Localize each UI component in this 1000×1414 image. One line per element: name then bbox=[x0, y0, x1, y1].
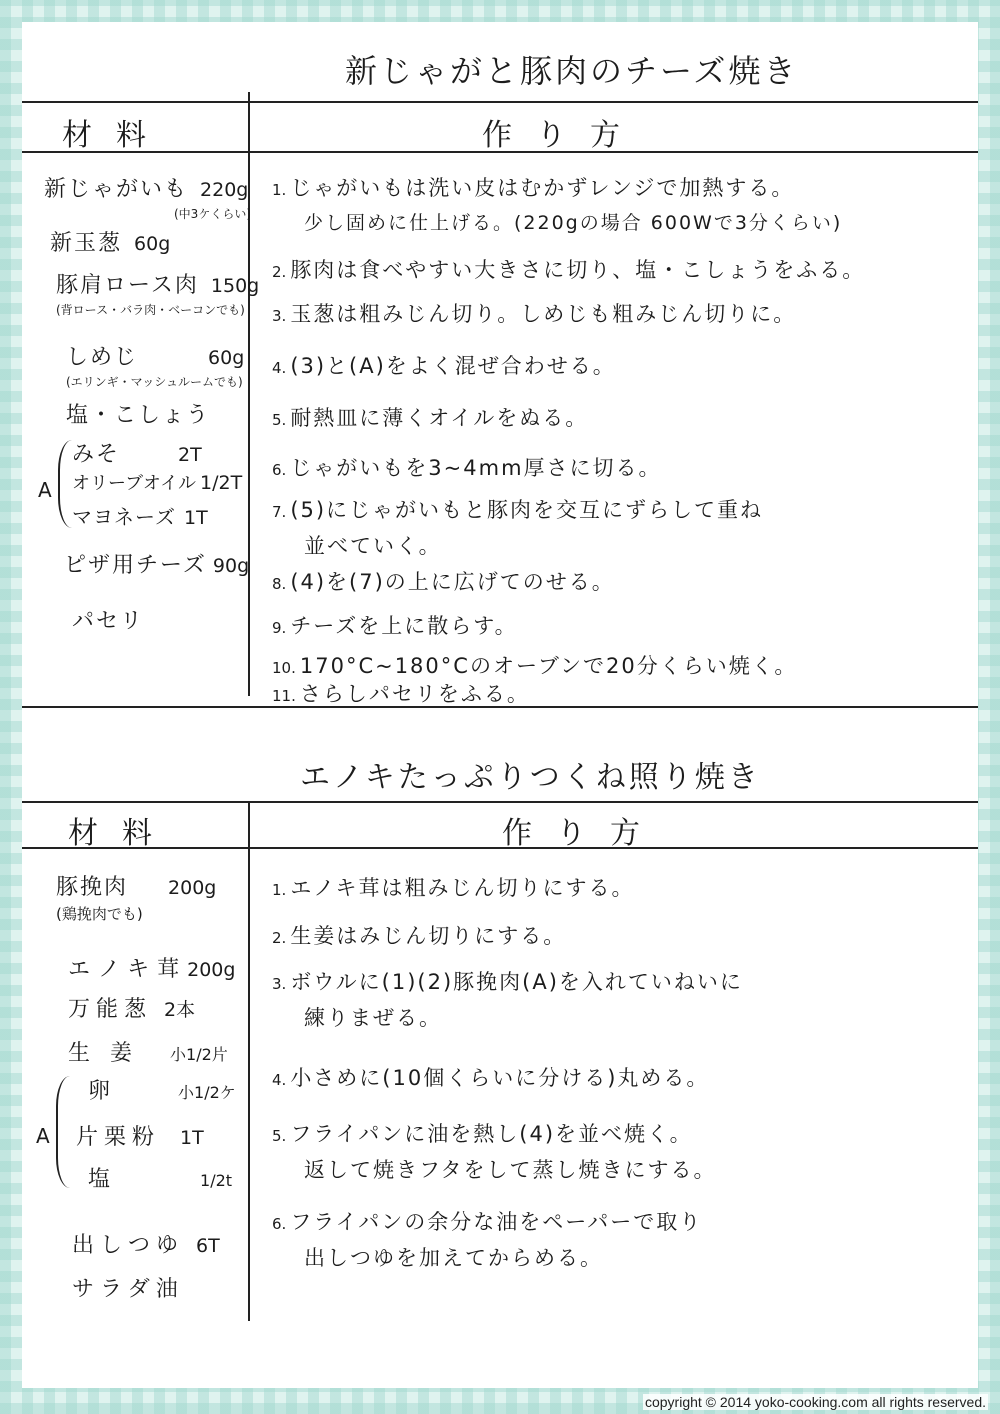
method-step bbox=[272, 610, 518, 640]
recipe-2-column-divider bbox=[248, 801, 250, 1321]
group-a-item bbox=[88, 1162, 232, 1193]
step-number: 6. bbox=[272, 461, 287, 479]
recipe-1-top-rule bbox=[22, 101, 978, 103]
method-step bbox=[272, 872, 634, 902]
step-number: 2. bbox=[272, 929, 287, 947]
ingredient-name: 塩・こしょう bbox=[66, 403, 211, 428]
step-continuation: 並べていく。 bbox=[304, 534, 442, 558]
ingredient-name: 塩 bbox=[88, 1167, 113, 1192]
method-step bbox=[272, 650, 797, 680]
ingredient-note: (背ロース・バラ肉・ベーコンでも) bbox=[56, 303, 245, 317]
step-continuation: 少し固めに仕上げる。(220gの場合 600Wで3分くらい) bbox=[304, 212, 843, 234]
ingredient-name: マヨネーズ bbox=[72, 505, 176, 529]
group-a-item bbox=[72, 437, 202, 468]
step-text: (4)を(7)の上に広げてのせる。 bbox=[290, 570, 615, 594]
step-text: チーズを上に散らす。 bbox=[290, 614, 518, 638]
group-a-item bbox=[88, 1074, 236, 1105]
step-continuation: 返して焼きフタをして蒸し焼きにする。 bbox=[304, 1158, 717, 1182]
step-number: 7. bbox=[272, 503, 287, 521]
step-text: フライパンの余分な油をペーパーで取り bbox=[290, 1210, 703, 1234]
ingredient-item bbox=[44, 172, 251, 222]
ingredient-name: 卵 bbox=[88, 1079, 113, 1104]
step-continuation: 練りまぜる。 bbox=[304, 1006, 442, 1030]
step-number: 10. bbox=[272, 659, 296, 677]
step-number: 1. bbox=[272, 181, 287, 199]
step-number: 6. bbox=[272, 1215, 287, 1233]
ingredient-item bbox=[64, 548, 249, 579]
ingredient-item bbox=[72, 1228, 220, 1259]
ingredient-item bbox=[68, 992, 195, 1023]
recipe-1-title: 新じゃがと豚肉のチーズ焼き bbox=[345, 52, 799, 90]
ingredient-item bbox=[56, 870, 216, 924]
ingredient-amount: 小1/2片 bbox=[170, 1045, 228, 1064]
step-text: さらしパセリをふる。 bbox=[299, 682, 530, 706]
ingredient-item bbox=[66, 340, 244, 390]
ingredient-amount: 2本 bbox=[164, 999, 196, 1021]
ingredient-name: パセリ bbox=[72, 609, 145, 634]
recipe-2-method-header: 作り方 bbox=[502, 816, 664, 851]
method-step bbox=[272, 1206, 702, 1272]
group-a-item bbox=[72, 501, 208, 530]
ingredient-name: 豚挽肉 bbox=[56, 875, 129, 900]
ingredient-name: 生姜 bbox=[68, 1041, 153, 1066]
method-step bbox=[272, 298, 796, 328]
ingredient-name: サラダ油 bbox=[72, 1277, 184, 1302]
recipe-2-top-rule bbox=[22, 801, 978, 803]
method-step bbox=[272, 966, 743, 1032]
ingredient-note: (中3ケくらい) bbox=[174, 207, 251, 221]
step-text: 玉葱は粗みじん切り。しめじも粗みじん切りに。 bbox=[290, 302, 797, 326]
step-text: (5)にじゃがいもと豚肉を交互にずらして重ね bbox=[290, 498, 764, 522]
step-text: 耐熱皿に薄くオイルをぬる。 bbox=[290, 406, 589, 430]
ingredient-amount: 200g bbox=[187, 959, 236, 981]
step-number: 4. bbox=[272, 1071, 287, 1089]
ingredient-item bbox=[72, 1272, 184, 1303]
ingredient-name: 出しつゆ bbox=[72, 1233, 185, 1258]
method-step bbox=[272, 402, 588, 432]
step-number: 9. bbox=[272, 619, 287, 637]
group-a-label: A bbox=[36, 1124, 50, 1148]
ingredient-amount: 1T bbox=[180, 1127, 204, 1149]
ingredient-name: みそ bbox=[72, 442, 121, 467]
step-number: 8. bbox=[272, 575, 287, 593]
step-text: 生姜はみじん切りにする。 bbox=[290, 924, 567, 948]
step-text: 小さめに(10個くらいに分ける)丸める。 bbox=[290, 1066, 710, 1090]
recipe-2-ingredients-header: 材料 bbox=[68, 816, 176, 851]
method-step bbox=[272, 1118, 717, 1184]
ingredient-name: 片栗粉 bbox=[76, 1125, 161, 1150]
ingredient-amount: 60g bbox=[208, 347, 245, 369]
step-text: じゃがいもを3~4mm厚さに切る。 bbox=[290, 456, 662, 480]
recipe-1-ingredients-header: 材料 bbox=[62, 118, 170, 153]
ingredient-item bbox=[68, 1036, 228, 1067]
ingredient-name: オリーブオイル bbox=[72, 473, 197, 494]
ingredient-item bbox=[68, 952, 235, 983]
method-step bbox=[272, 920, 566, 950]
step-continuation: 出しつゆを加えてからめる。 bbox=[304, 1246, 603, 1270]
ingredient-name: エノキ茸 bbox=[68, 957, 188, 982]
ingredient-item bbox=[66, 398, 210, 429]
ingredient-amount: 1T bbox=[184, 507, 208, 529]
step-number: 3. bbox=[272, 307, 287, 325]
group-a-label: A bbox=[38, 478, 52, 502]
step-number: 3. bbox=[272, 975, 287, 993]
ingredient-note: (エリンギ・マッシュルームでも) bbox=[66, 375, 243, 389]
ingredient-note: (鶏挽肉でも) bbox=[56, 905, 143, 923]
step-text: フライパンに油を熱し(4)を並べ焼く。 bbox=[290, 1122, 693, 1146]
ingredient-name: しめじ bbox=[66, 345, 139, 370]
ingredient-item bbox=[72, 604, 144, 635]
recipe-2-title: エノキたっぷりつくね照り焼き bbox=[300, 760, 761, 795]
ingredient-amount: 2T bbox=[178, 444, 202, 466]
step-text: じゃがいもは洗い皮はむかずレンジで加熱する。 bbox=[290, 176, 795, 200]
ingredient-amount: 90g bbox=[212, 555, 250, 577]
ingredient-name: 新じゃがいも bbox=[44, 177, 189, 202]
step-text: ボウルに(1)(2)豚挽肉(A)を入れていねいに bbox=[290, 970, 743, 994]
ingredient-amount: 220g bbox=[200, 179, 249, 201]
step-number: 11. bbox=[272, 687, 296, 705]
group-a-bracket bbox=[56, 1076, 72, 1188]
ingredient-amount: 1/2T bbox=[200, 472, 243, 494]
ingredient-item bbox=[50, 226, 170, 257]
method-step bbox=[272, 566, 615, 596]
step-number: 5. bbox=[272, 1127, 287, 1145]
group-a-item bbox=[76, 1120, 204, 1151]
ingredient-item bbox=[56, 268, 259, 318]
ingredient-amount: 200g bbox=[168, 877, 217, 899]
ingredient-amount: 60g bbox=[134, 233, 171, 255]
step-number: 2. bbox=[272, 263, 287, 281]
ingredient-amount: 6T bbox=[196, 1235, 220, 1257]
group-a-item bbox=[72, 469, 242, 495]
ingredient-name: ピザ用チーズ bbox=[64, 553, 207, 578]
step-number: 1. bbox=[272, 881, 287, 899]
method-step bbox=[272, 350, 616, 380]
step-text: 豚肉は食べやすい大きさに切り、塩・こしょうをふる。 bbox=[290, 258, 866, 282]
method-step bbox=[272, 678, 530, 708]
step-text: (3)と(A)をよく混ぜ合わせる。 bbox=[290, 354, 616, 378]
step-text: エノキ茸は粗みじん切りにする。 bbox=[290, 876, 635, 900]
ingredient-amount: 1/2t bbox=[200, 1171, 233, 1190]
step-number: 4. bbox=[272, 359, 287, 377]
ingredient-name: 豚肩ロース肉 bbox=[56, 273, 199, 298]
copyright-notice: copyright © 2014 yoko-cooking.com all rights reserved. bbox=[644, 1394, 986, 1410]
step-text: 170°C~180°Cのオーブンで20分くらい焼く。 bbox=[299, 654, 798, 678]
ingredient-name: 新玉葱 bbox=[50, 231, 123, 256]
method-step bbox=[272, 1062, 709, 1092]
ingredient-amount: 小1/2ケ bbox=[178, 1083, 236, 1102]
ingredient-name: 万能葱 bbox=[68, 997, 153, 1022]
method-step bbox=[272, 254, 865, 284]
step-number: 5. bbox=[272, 411, 287, 429]
ingredient-amount: 150g bbox=[210, 275, 260, 297]
method-step bbox=[272, 172, 842, 235]
recipe-1-method-header: 作り方 bbox=[482, 118, 644, 153]
method-step bbox=[272, 494, 763, 560]
method-step bbox=[272, 452, 662, 482]
